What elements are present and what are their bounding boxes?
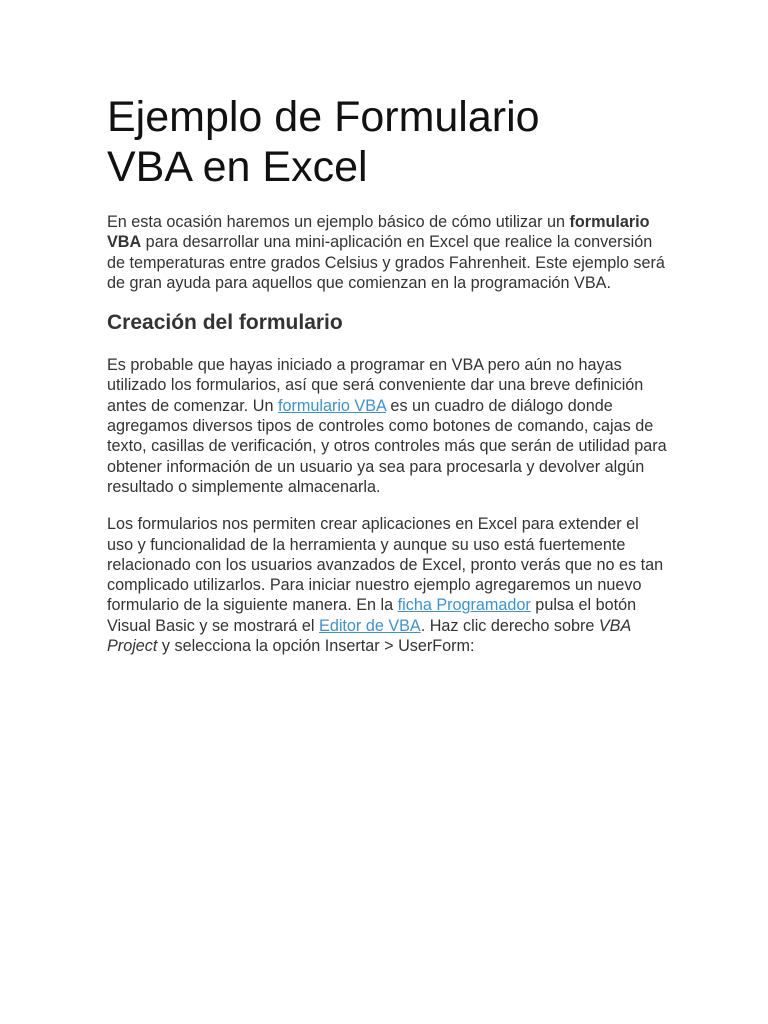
page-title	[107, 92, 667, 192]
para2-text-1: Los formularios nos permiten crear aplicaciones en Excel para extender el uso y funcionalidad de la herramienta y aunque su uso está fuertemente relacionado con los usuarios avanzados de Excel, pronto verás que no es tan complicado utilizarlos. Para iniciar nuestro ejemplo agregaremos un nuevo formulario de la siguiente manera. En la	[107, 515, 664, 615]
document-page	[107, 92, 667, 656]
intro-bold-term: formulario VBA	[107, 213, 650, 252]
link-ficha-programador[interactable]: ficha Programador	[397, 596, 531, 615]
para1-text-1: Es probable que hayas iniciado a programar en VBA pero aún no hayas utilizado los formularios, así que será conveniente dar una breve definición antes de comenzar. Un	[107, 356, 644, 415]
para2-text-4: y selecciona la opción Insertar > UserForm:	[157, 637, 475, 656]
paragraph-definition	[107, 355, 667, 497]
link-formulario-vba[interactable]: formulario VBA	[277, 396, 386, 415]
para1-text-2: es un cuadro de diálogo donde agregamos diversos tipos de controles como botones de comando, cajas de texto, casillas de verificación, y otros controles más que serán de utilidad para obtener información de un usuario ya sea para procesarla y devolver algún resultado o simplemente almacenarla.	[107, 396, 667, 496]
paragraph-instructions	[107, 514, 667, 656]
para2-text-2: pulsa el botón Visual Basic y se mostrará el	[107, 596, 637, 635]
title-line-2: VBA en Excel	[107, 143, 368, 191]
italic-vba-project: VBA Project	[107, 616, 631, 656]
intro-text-1: En esta ocasión haremos un ejemplo básico de cómo utilizar un	[107, 213, 570, 231]
para2-text-3: . Haz clic derecho sobre	[420, 616, 599, 635]
title-line-1: Ejemplo de Formulario	[107, 93, 540, 141]
link-editor-vba[interactable]: Editor de VBA	[319, 616, 421, 635]
section-heading: Creación del formulario	[107, 311, 343, 335]
intro-paragraph	[107, 212, 667, 293]
intro-text-2: para desarrollar una mini-aplicación en Excel que realice la conversión de temperaturas entre grados Celsius y grados Fahrenheit. Este ejemplo será de gran ayuda para aquellos que comienzan en la programación VBA.	[107, 233, 665, 292]
